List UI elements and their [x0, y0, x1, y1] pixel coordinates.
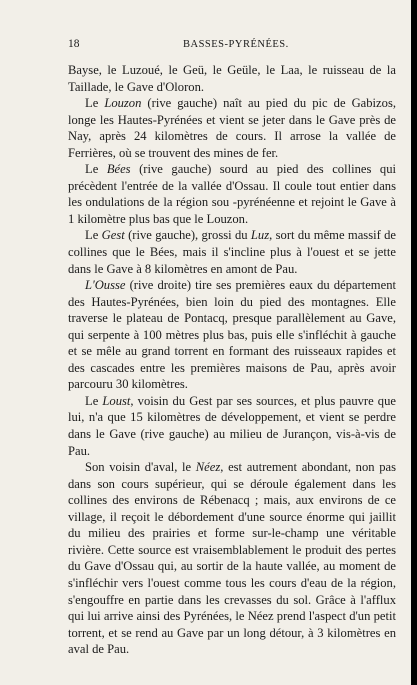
river-name: Louzon [104, 96, 142, 111]
text-span: Son voisin d'aval, le [85, 460, 196, 475]
text-span: Le [85, 228, 102, 243]
page-number: 18 [68, 38, 80, 50]
river-name: L'Ousse [85, 278, 126, 293]
text-span: , voisin du Gest par ses sources, et plus pauvre que lui, n'a que 15 kilomètres de développement, et vient se perdre dans le Gave (rive gauche) au milieu de Jurançon, vis-à-vis de Pau. [68, 393, 396, 458]
paragraph [68, 95, 396, 161]
page-edge [411, 0, 417, 685]
text-span: (rive gauche) sourd au pied des collines qui précèdent l'entrée de la vallée d'Ossau. Il coule tout entier dans les ondulations de la région sou -pyrénéenne et rejoint le Gave à 1 kilomètre plus bas que le Louzon. [68, 162, 396, 226]
paragraph [68, 393, 396, 459]
river-name: Gest [101, 228, 125, 243]
text-span: Bayse, le Luzoué, le Geü, le Geüle, le Laa, le ruisseau de la Taillade, le Gave d'Oloron. [68, 63, 396, 94]
text-span: Le [85, 393, 103, 408]
paragraph [68, 161, 396, 227]
river-name: Bées [106, 162, 131, 177]
river-name: Luz [250, 228, 270, 243]
paragraph [68, 459, 396, 658]
text-span: Le [85, 96, 105, 111]
paragraph [68, 62, 396, 95]
text-span: (rive gauche), grossi du [124, 228, 251, 243]
paragraph [68, 227, 396, 277]
page-header [68, 38, 399, 54]
river-name: Loust [102, 393, 131, 408]
text-span: , est autrement abondant, non pas dans son cours supérieur, qui se déroule également dans les collines des environs de Rébenacq ; mais, aux environs de ce village, il reçoit le débordement d'une source énorme qui jaillit du milieu des prairies et forme sur-le-champ une véritable rivière. Cette source est vraisemblablement le produit des pertes du Gave d'Ossau qui, au sortir de la haute vallée, au moment de s'infléchir vers l'ouest comme tous les cours d'eau de la région, s'engouffre en partie dans les crevasses du sol. Grâce à l'afflux qui lui arrive ainsi des Pyrénées, le Néez prend l'aspect d'un petit torrent, et se rend au Gave par un long détour, à 3 kilomètres en aval de Pau. [68, 460, 396, 657]
text-span: Le [85, 162, 107, 177]
paragraph [68, 277, 396, 393]
text-span: (rive gauche) naît au pied du pic de Gabizos, longe les Hautes-Pyrénées et vient se jeter dans le Gave près de Nay, après 24 kilomètres de cours. Il arrose la vallée de Ferrières, où se trouvent des mines de fer. [68, 96, 396, 160]
body-text [68, 62, 396, 658]
text-span: (rive droite) tire ses premières eaux du département des Hautes-Pyrénées, bien loin du pied des montagnes. Elle traverse le plateau de Pontacq, presque parallèlement au Gave, qui serpente à 100 mètres plus bas, puis elle s'infléchit à gauche et se mêle au grand torrent en formant des ruisseaux rapides et des cascades entre les premières maisons de Pau, après avoir parcouru 30 kilomètres. [68, 278, 396, 392]
text-span: , sort du même massif de collines que le Bées, mais il s'incline plus à l'ouest et se jette dans le Gave à 8 kilomètres en amont de Pau. [68, 228, 397, 276]
river-name: Néez [195, 460, 221, 475]
running-title: BASSES-PYRÉNÉES. [183, 39, 289, 50]
